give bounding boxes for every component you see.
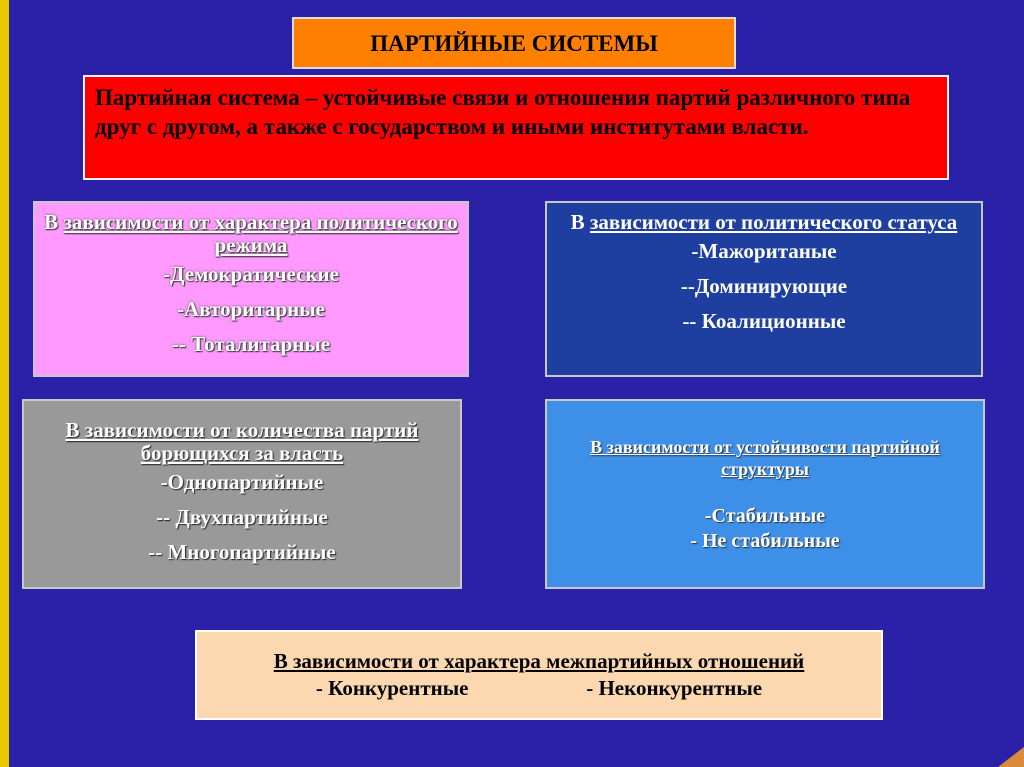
- list-item: -Авторитарные: [177, 297, 325, 321]
- corner-decoration: [998, 747, 1024, 767]
- list-item: --Доминирующие: [680, 274, 848, 298]
- card-heading-underlined: зависимости от политического статуса: [589, 210, 958, 234]
- card-heading: [547, 436, 983, 480]
- list-item: -- Тоталитарные: [171, 332, 331, 356]
- card-heading: [547, 211, 981, 234]
- card-heading-underlined: В зависимости от устойчивости партийной структуры: [590, 437, 940, 479]
- card-interparty-relations: [195, 630, 883, 720]
- list-item: -Однопартийные: [160, 470, 324, 494]
- list-item: - Неконкурентные: [586, 676, 763, 700]
- left-accent-stripe: [0, 0, 9, 767]
- card-political-status: [545, 201, 983, 377]
- list-item: -- Многопартийные: [148, 540, 336, 564]
- list-item: -Стабильные: [704, 505, 826, 527]
- card-heading-prefix: В: [570, 210, 590, 234]
- list-item: -- Коалиционные: [682, 309, 846, 333]
- page-title: ПАРТИЙНЫЕ СИСТЕМЫ: [292, 17, 736, 69]
- card-heading-underlined: В зависимости от характера межпартийных отношений: [273, 649, 805, 673]
- card-heading-underlined: зависимости от характера политического режима: [63, 210, 458, 257]
- card-heading: [35, 211, 467, 257]
- card-heading-prefix: В: [44, 210, 64, 234]
- card-heading: [24, 419, 460, 465]
- card-party-count: [22, 399, 462, 589]
- list-item: -Мажоританые: [691, 239, 837, 263]
- card-heading: [197, 648, 881, 674]
- list-item: - Конкурентные: [315, 676, 469, 700]
- list-item: -Демократические: [163, 262, 339, 286]
- card-heading-underlined: В зависимости от количества партий борющихся за власть: [65, 418, 419, 465]
- card-political-regime: [33, 201, 469, 377]
- card-structure-stability: [545, 399, 985, 589]
- list-item: -- Двухпартийные: [156, 505, 328, 529]
- definition-box: Партийная система – устойчивые связи и отношения партий различного типа друг с другом, а также с государством и иными институтами власти.: [83, 75, 949, 180]
- list-item: - Не стабильные: [690, 530, 840, 552]
